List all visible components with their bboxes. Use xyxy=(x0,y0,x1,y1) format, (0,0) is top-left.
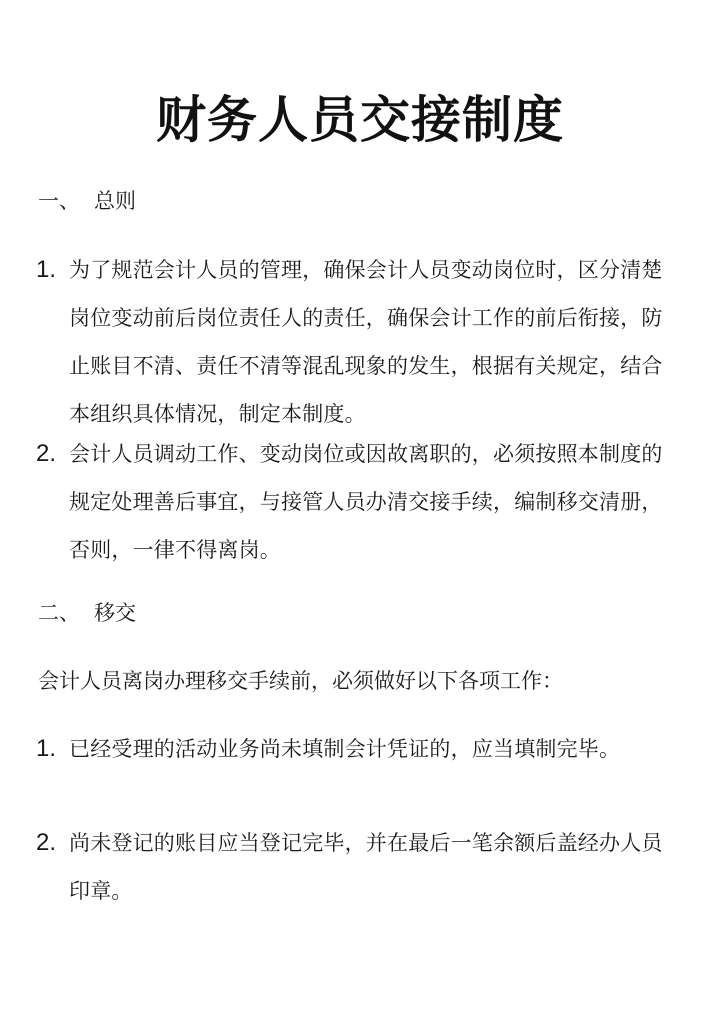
section-intro: 会计人员离岗办理移交手续前，必须做好以下各项工作： xyxy=(38,669,563,693)
list-item-marker: 1. xyxy=(36,256,57,283)
section-heading-general xyxy=(38,186,136,216)
list-item-text: 为了规范会计人员的管理，确保会计人员变动岗位时，区分清楚岗位变动前后岗位责任人的责任，确保会计工作的前后衔接，防止账目不清、责任不清等混乱现象的发生，根据有关规定，结合本组织具体情况，制定本制度。 xyxy=(69,258,663,426)
list-item xyxy=(36,430,672,574)
document-title: 财务人员交接制度 xyxy=(156,90,564,149)
list-item-text: 会计人员调动工作、变动岗位或因故离职的，必须按照本制度的规定处理善后事宜，与接管人员办清交接手续，编制移交清册，否则，一律不得离岗。 xyxy=(69,442,663,562)
list-item-marker: 2. xyxy=(36,440,57,467)
section-heading-transfer xyxy=(38,598,136,628)
list-item xyxy=(36,246,672,438)
section-title: 移交 xyxy=(94,601,136,625)
list-item-marker: 2. xyxy=(36,829,57,856)
list-item-text: 尚未登记的账目应当登记完毕，并在最后一笔余额后盖经办人员印章。 xyxy=(69,831,663,903)
list-item xyxy=(36,725,672,773)
list-item-text: 已经受理的活动业务尚未填制会计凭证的，应当填制完毕。 xyxy=(69,737,621,761)
section-number: 二、 xyxy=(38,601,80,625)
section-number: 一、 xyxy=(38,189,80,213)
section-title: 总则 xyxy=(94,189,136,213)
list-item xyxy=(36,819,672,915)
list-item-marker: 1. xyxy=(36,735,57,762)
